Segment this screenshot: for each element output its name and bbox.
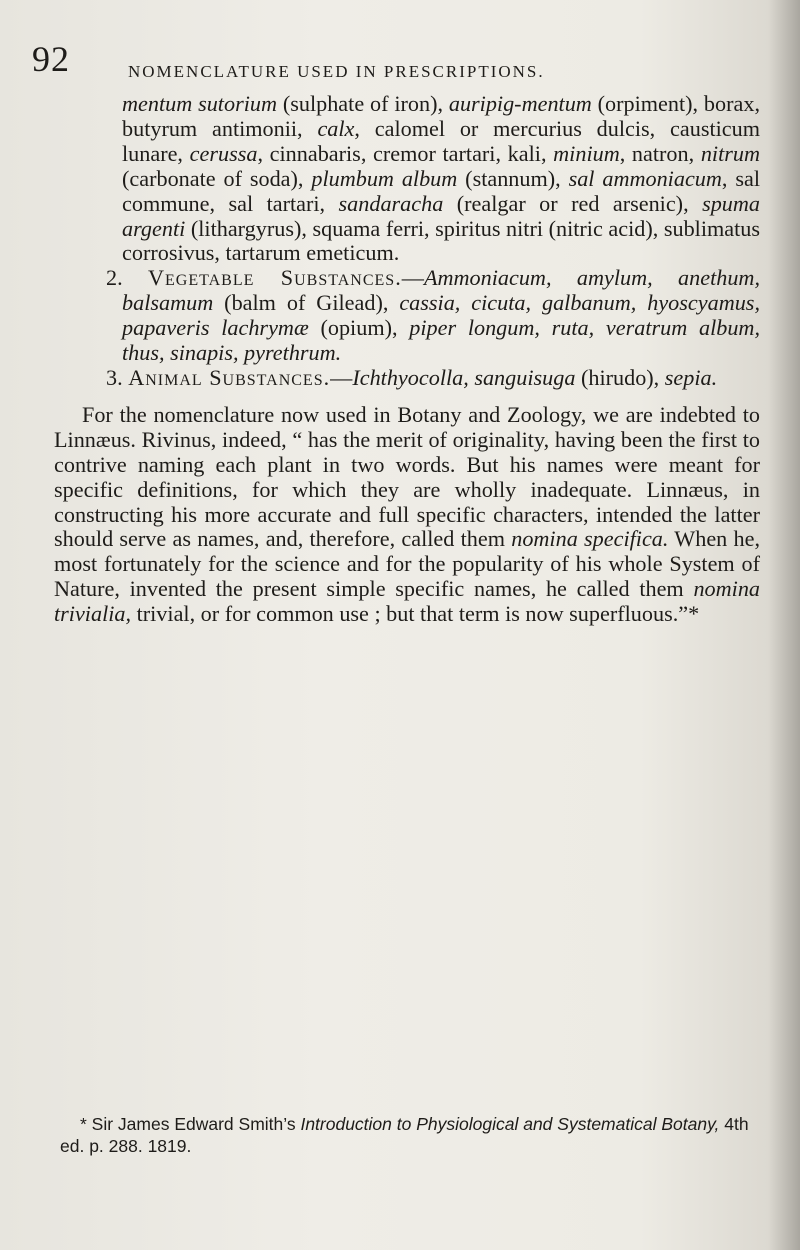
item-number: 3. bbox=[106, 364, 123, 390]
italic-run: Ichthyocolla, sanguisuga bbox=[352, 364, 576, 390]
text-run: (balm of Gilead), bbox=[213, 290, 400, 316]
text-run: (opium), bbox=[308, 315, 410, 341]
text-run: , natron, bbox=[619, 140, 701, 166]
footnote-text bbox=[60, 1113, 760, 1157]
item-heading: Animal Substances. bbox=[128, 364, 331, 390]
italic-run: sandaracha bbox=[338, 190, 444, 216]
italic-run: mentum sutorium bbox=[122, 91, 277, 116]
text-run: (hirudo), bbox=[575, 364, 665, 390]
substance-list bbox=[54, 92, 760, 391]
text-run: (lithargyrus), squama ferri, spiritus nitri (nitric acid), sublimatus corrosivus, tartarum emeticum. bbox=[122, 215, 760, 266]
text-run: , sal commune, sal tartari, bbox=[122, 165, 760, 216]
footnote bbox=[60, 1113, 760, 1157]
text-run: (orpiment), borax, butyrum antimonii, bbox=[122, 91, 760, 141]
italic-run: sal ammoniacum bbox=[568, 165, 722, 191]
italic-run: spuma argenti bbox=[122, 190, 761, 241]
text-run: For the nomenclature now used in Botany and Zoology, we are indebted to Linnæus. Rivinus, indeed, “ has the merit of originality, having been the first to contrive naming each plant in two words. But his names were meant for specific definitions, for which they are wholly inadequate. Linnæus, in constructing his more accurate and full specific characters, intended the latter should serve as names, and, therefore, called them bbox=[54, 401, 760, 552]
text-run: (stannum), bbox=[457, 165, 569, 191]
text-run: , calomel or mercurius dulcis, causticum lunare, bbox=[122, 115, 760, 166]
list-item-animal bbox=[106, 364, 760, 391]
list-item-vegetable bbox=[106, 265, 761, 366]
italic-run: piper longum, ruta, veratrum album, thus, sinapis, pyrethrum. bbox=[122, 315, 761, 366]
item-number: 2. bbox=[106, 265, 123, 291]
mineral-substances-continued bbox=[122, 92, 760, 266]
text-run: — bbox=[330, 364, 353, 390]
running-title: NOMENCLATURE USED IN PRESCRIPTIONS. bbox=[128, 62, 545, 81]
italic-run: minium bbox=[553, 140, 620, 166]
body-text bbox=[54, 92, 760, 627]
italic-run: sepia. bbox=[664, 364, 718, 390]
text-run: — bbox=[401, 265, 424, 291]
botany-paragraph bbox=[54, 403, 760, 627]
italic-run: Ammoniacum, amylum, anethum, balsamum bbox=[122, 265, 760, 316]
italic-run: nomina trivialia, bbox=[54, 576, 760, 627]
page-number: 92 bbox=[32, 39, 70, 79]
item-heading: Vegetable Substances. bbox=[148, 265, 402, 291]
text-run: , cinnabaris, cremor tartari, kali, bbox=[257, 140, 554, 166]
text-run: trivial, or for common use ; but that term is now superfluous.”* bbox=[131, 601, 700, 627]
italic-run: auripig-mentum bbox=[448, 91, 592, 116]
page-header bbox=[32, 38, 772, 88]
italic-run: calx bbox=[317, 115, 355, 141]
text-run: 4th ed. p. 288. 1819. bbox=[60, 1114, 749, 1156]
italic-run: nomina specifica. bbox=[511, 526, 669, 552]
text-run: When he, most fortunately for the science and for the popularity of his whole System of Nature, invented the present simple specific names, he called them bbox=[54, 526, 760, 602]
text-run: (sulphate of iron), bbox=[277, 91, 449, 116]
text-run: (carbonate of soda), bbox=[122, 165, 312, 191]
italic-run: cassia, cicuta, galbanum, hyoscyamus, papaveris lachrymæ bbox=[122, 290, 760, 341]
italic-run: plumbum album bbox=[311, 165, 458, 191]
item-text bbox=[330, 365, 717, 390]
italic-run: Introduction to Physiological and Systematical Botany, bbox=[300, 1114, 720, 1134]
italic-run: nitrum bbox=[700, 140, 760, 166]
text-run: (realgar or red arsenic), bbox=[443, 190, 703, 216]
text-run: * Sir James Edward Smith’s bbox=[80, 1114, 301, 1134]
italic-run: cerussa bbox=[189, 140, 258, 166]
